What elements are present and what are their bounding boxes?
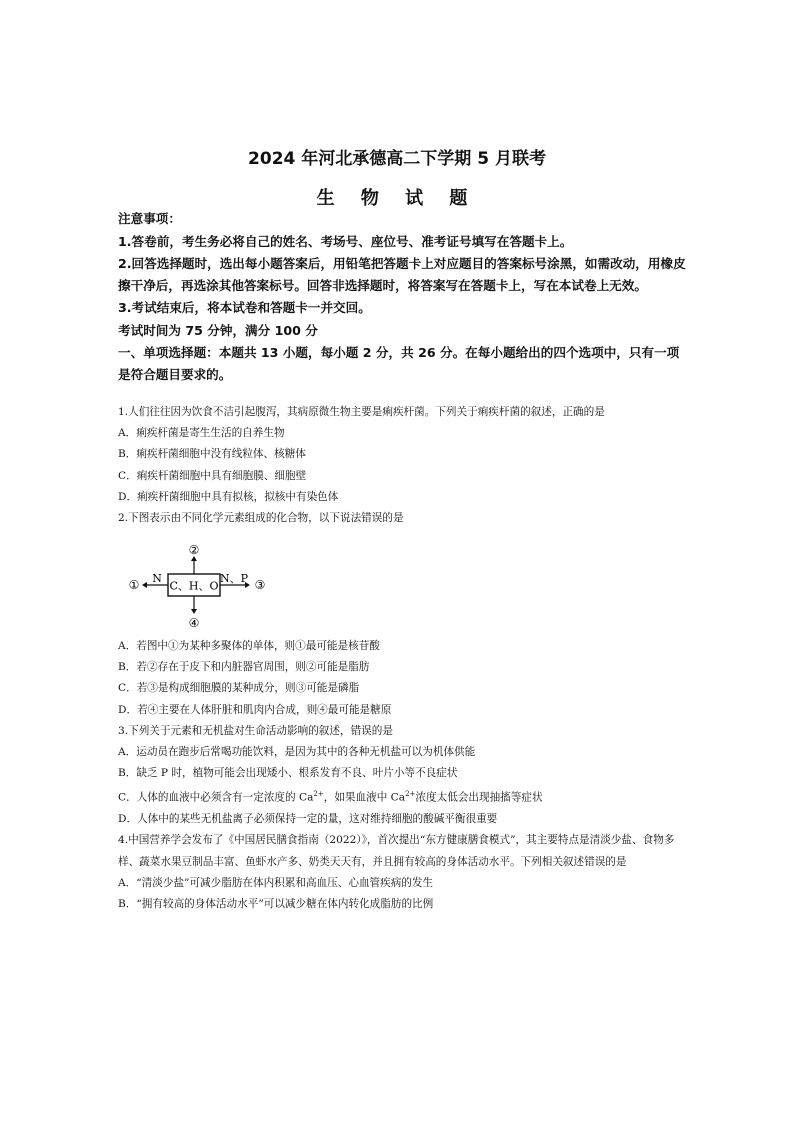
- question-3-stem: 3.下列关于元素和无机盐对生命活动影响的叙述，错误的是: [118, 724, 393, 737]
- notice-item-3: 3.考试结束后，将本试卷和答题卡一并交回。: [118, 300, 371, 315]
- question-2-option-a: A．若图中①为某种多聚体的单体，则①最可能是核苷酸: [118, 640, 380, 652]
- section1-heading: 一、单项选择题：本题共 13 小题，每小题 2 分，共 26 分。在每小题给出的四个选项中，只有一项是符合题目要求的。: [118, 345, 680, 382]
- question-2-options: [118, 636, 690, 915]
- diagram-right-element: N、P: [219, 572, 249, 585]
- question-2-option-c: C．若③是构成细胞膜的某种成分，则③可能是磷脂: [118, 682, 360, 695]
- diagram-left-element: N: [152, 572, 162, 585]
- exam-title: 2024 年河北承德高二下学期 5 月联考: [248, 149, 546, 169]
- question-1-stem: 1.人们往往因为饮食不洁引起腹泻，其病原微生物主要是痢疾杆菌。下列关于痢疾杆菌的叙述，正确的是: [118, 406, 605, 418]
- q3c-pre: C．人体的血液中必须含有一定浓度的 Ca: [118, 791, 314, 804]
- question-2-stem: 2.下图表示由不同化学元素组成的化合物，以下说法错误的是: [118, 512, 404, 525]
- question-2-option-b: B．若②存在于皮下和内脏器官周围，则②可能是脂肪: [118, 661, 370, 674]
- question-4-stem: 4.中国营养学会发布了《中国居民膳食指南（2022）》，首次提出“东方健康膳食模式”，其主要特点是清淡少盐、食物多样、蔬菜水果豆制品丰富、鱼虾水产多、奶类天天有，并且拥有较高的身体活动水平。下列相关叙述错误的是: [118, 834, 675, 868]
- q3c-mid: ，如果血液中 Ca: [323, 791, 406, 804]
- question-4-option-b: B．“拥有较高的身体活动水平”可以减少糖在体内转化成脂肪的比例: [118, 897, 434, 910]
- question-2-option-d: D．若④主要在人体肝脏和肌肉内合成，则④最可能是糖原: [118, 703, 392, 716]
- question-1-option-c: C．痢疾杆菌细胞中具有细胞膜、细胞壁: [118, 469, 307, 482]
- diagram-arrowhead-down: [191, 609, 197, 614]
- diagram-label-3: ③: [254, 578, 266, 592]
- q3c-sup1: 2+: [313, 790, 324, 799]
- q3c-sup2: 2+: [405, 790, 416, 799]
- question-1-option-a: A．痢疾杆菌是寄生生活的自养生物: [118, 427, 285, 440]
- notice-heading: 注意事项：: [118, 211, 181, 226]
- diagram-label-2: ②: [188, 543, 200, 557]
- exam-time: 考试时间为 75 分钟，满分 100 分: [118, 322, 318, 338]
- question-1: [118, 402, 690, 529]
- question-3-option-c: [118, 784, 690, 809]
- question-1-option-b: B．痢疾杆菌细胞中没有线粒体、核糖体: [118, 448, 306, 461]
- diagram-arrowhead-left: [142, 582, 147, 588]
- question-4-option-a: A．“清淡少盐”可减少脂肪在体内积累和高血压、心血管疾病的发生: [118, 876, 434, 889]
- notice-item-1: 1.答卷前，考生务必将自己的姓名、考场号、座位号、准考证号填写在答题卡上。: [118, 233, 573, 249]
- notice-section: [118, 208, 690, 386]
- diagram-label-4: ④: [188, 616, 200, 630]
- diagram-center-label: C、H、O: [169, 579, 219, 593]
- question-3-option-b: B．缺乏 P 时，植物可能会出现矮小、根系发育不良、叶片小等不良症状: [118, 767, 458, 780]
- notice-item-2: 2.回答选择题时，选出每小题答案后，用铅笔把答题卡上对应题目的答案标号涂黑，如需改动，用橡皮擦干净后，再选涂其他答案标号。回答非选择题时，将答案写在答题卡上，写在本试卷上无效。: [118, 256, 686, 293]
- question-1-option-d: D．痢疾杆菌细胞中具有拟核，拟核中有染色体: [118, 490, 339, 503]
- question-3-option-a: A．运动员在跑步后常喝功能饮料，是因为其中的各种无机盐可以为机体供能: [118, 746, 476, 759]
- q3c-post: 浓度太低会出现抽搐等症状: [415, 791, 543, 804]
- exam-subtitle: 生 物 试 题: [316, 188, 478, 209]
- compound-diagram: [128, 542, 278, 630]
- question-3-option-d: D．人体中的某些无机盐离子必须保持一定的量，这对维持细胞的酸碱平衡很重要: [118, 813, 498, 826]
- diagram-label-1: ①: [128, 578, 140, 592]
